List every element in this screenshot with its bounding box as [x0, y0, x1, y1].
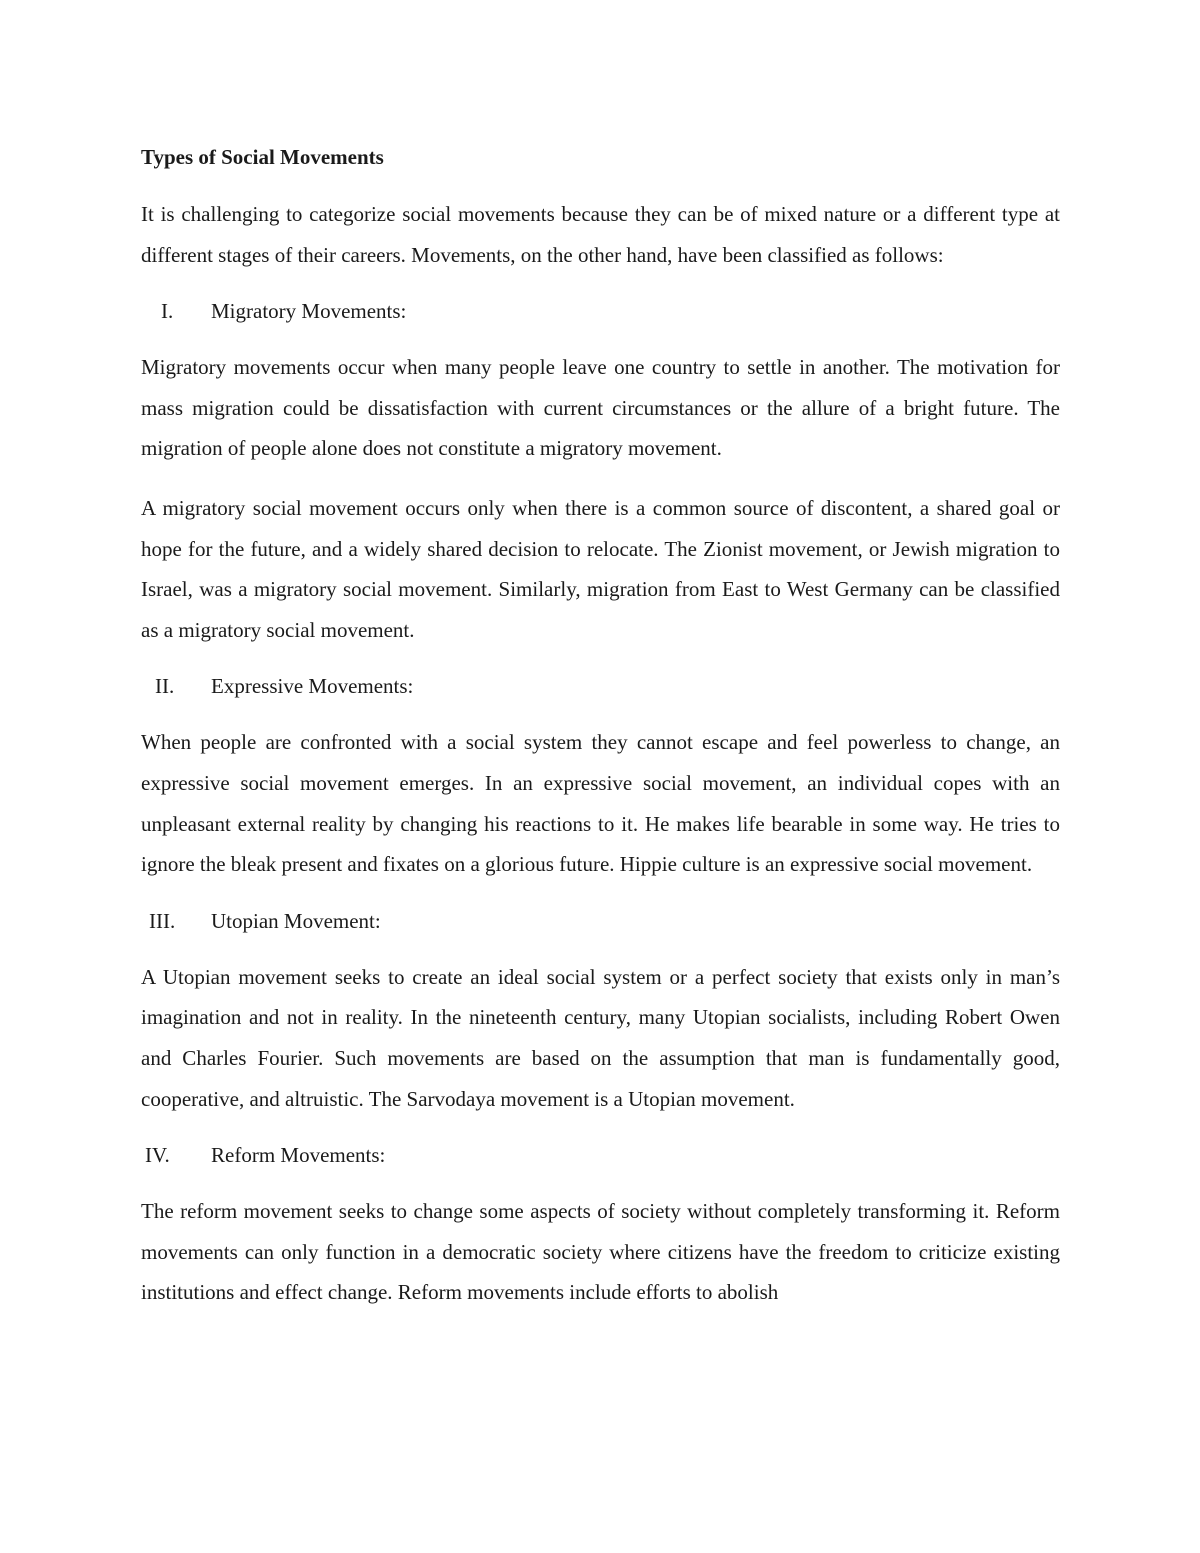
- section-numeral: I.: [161, 299, 174, 324]
- section-paragraph: The reform movement seeks to change some aspects of society without completely transforming it. Reform movements can only function in a democratic society where citizens have the freedom to criticize existing institutions and effect change. Reform movements include efforts to abolish: [141, 1199, 1060, 1305]
- section-heading-migratory: [141, 294, 1060, 328]
- section-heading-expressive: [141, 669, 1060, 703]
- section-title: Migratory Movements:: [211, 299, 407, 324]
- intro-paragraph: It is challenging to categorize social movements because they can be of mixed nature or a different type at different stages of their careers. Movements, on the other hand, have been classified as follows:: [141, 202, 1060, 267]
- section-numeral: III.: [149, 908, 176, 933]
- section-heading-utopian: [141, 904, 1060, 938]
- section-paragraph: A migratory social movement occurs only when there is a common source of discontent, a shared goal or hope for the future, and a widely shared decision to relocate. The Zionist movement, or Jewish migration to Israel, was a migratory social movement. Similarly, migration from East to West Germany can be classified as a migratory social movement.: [141, 495, 1060, 642]
- section-title: Expressive Movements:: [211, 674, 414, 699]
- section-numeral: IV.: [145, 1143, 170, 1168]
- section-paragraph: Migratory movements occur when many people leave one country to settle in another. The motivation for mass migration could be dissatisfaction with current circumstances or the allure of a bright future. The migration of people alone does not constitute a migratory movement.: [141, 355, 1060, 461]
- section-paragraph: A Utopian movement seeks to create an ideal social system or a perfect society that exists only in man’s imagination and not in reality. In the nineteenth century, many Utopian socialists, including Robert Owen and Charles Fourier. Such movements are based on the assumption that man is fundamentally good, cooperative, and altruistic. The Sarvodaya movement is a Utopian movement.: [141, 964, 1060, 1111]
- document-page: [141, 140, 1060, 1332]
- section-title: Utopian Movement:: [211, 908, 381, 933]
- document-title: Types of Social Movements: [141, 145, 384, 169]
- section-numeral: II.: [155, 674, 175, 699]
- section-title: Reform Movements:: [211, 1143, 386, 1168]
- section-heading-reform: [141, 1138, 1060, 1172]
- section-paragraph: When people are confronted with a social system they cannot escape and feel powerless to change, an expressive social movement emerges. In an expressive social movement, an individual copes with an unpleasant external reality by changing his reactions to it. He makes life bearable in some way. He tries to ignore the bleak present and fixates on a glorious future. Hippie culture is an expressive social movement.: [141, 730, 1060, 877]
